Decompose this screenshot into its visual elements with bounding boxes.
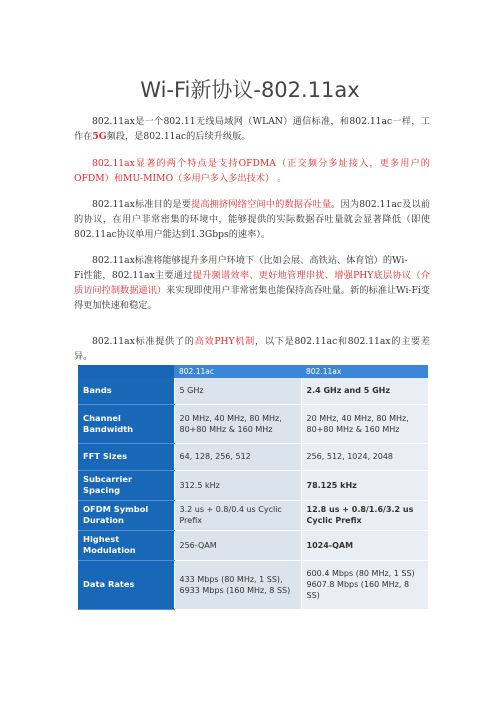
row-label: Bands	[78, 378, 174, 404]
text-span: 802.11ax是一个802.11无线局域网（WLAN）通信标准，和802.11ac一样，工作在	[74, 116, 430, 142]
table-row	[78, 560, 428, 609]
cell-ac: 64, 128, 256, 512	[174, 443, 301, 470]
text-span: ，以下是802.11ac和802.11ax的主要差异。	[74, 336, 430, 362]
text-line	[74, 268, 430, 313]
cell-ax: 256, 512, 1024, 2048	[301, 443, 428, 470]
cell-ac: 5 GHz	[174, 378, 301, 404]
row-label: OFDM Symbol Duration	[78, 500, 174, 530]
paragraph-goal	[74, 197, 430, 242]
highlight-phy: 高效PHY机制	[194, 336, 256, 347]
cell-ax: 78.125 kHz	[301, 470, 428, 500]
header-80211ac: 802.11ac	[174, 365, 301, 378]
cell-ax: 1024-QAM	[301, 530, 428, 560]
row-label: Subcarrier Spacing	[78, 470, 174, 500]
text-span: 。因为802.11ac及以前的协议，在用户非常密集的环境中，能够提供的实际数据吞吐量就会显著降低（即使802.11ac协议单用户能达到1.3Gbps的速率）。	[74, 199, 430, 240]
paragraph-features: 802.11ax显著的两个特点是支持OFDMA（正交频分多址接入，更多用户的OFDM）和MU-MIMO（多用户多入多出技术） 。	[74, 158, 430, 184]
text-span: 频段，是802.11ac的后续升级版。	[106, 131, 251, 142]
cell-ax: 600.4 Mbps (80 MHz, 1 SS) 9607.8 Mbps (160 MHz, 8 SS)	[301, 560, 428, 609]
table-row	[78, 378, 428, 404]
cell-ax: 12.8 us + 0.8/1.6/3.2 us Cyclic Prefix	[301, 500, 428, 530]
comparison-table	[78, 365, 428, 609]
table-header-row	[78, 365, 428, 378]
cell-ac: 312.5 kHz	[174, 470, 301, 500]
table-row	[78, 443, 428, 470]
row-label: Data Rates	[78, 560, 174, 609]
cell-ac: 433 Mbps (80 MHz, 1 SS), 6933 Mbps (160 MHz, 8 SS)	[174, 560, 301, 609]
header-80211ax: 802.11ax	[301, 365, 428, 378]
row-label: Channel Bandwidth	[78, 404, 174, 443]
cell-ac: 20 MHz, 40 MHz, 80 MHz, 80+80 MHz & 160 MHz	[174, 404, 301, 443]
page-title: Wi-Fi新协议-802.11ax	[140, 78, 360, 102]
paragraph-phy	[74, 334, 430, 364]
cell-ac: 3.2 us + 0.8/0.4 us Cyclic Prefix	[174, 500, 301, 530]
highlight-improvements: 提升频谱效率、更好地管理串扰、增强PHY底层协议（介质访问控制数据通讯）	[74, 270, 430, 296]
cell-ac: 256-QAM	[174, 530, 301, 560]
table-row	[78, 500, 428, 530]
paragraph-performance	[74, 253, 430, 313]
text-span: 来实现即使用户非常密集也能保持高吞吐量。新的标准让Wi-Fi变得更加快速和稳定。	[74, 285, 430, 311]
text-span: Fi性能，802.11ax主要通过	[74, 270, 193, 281]
row-label: FFT Sizes	[78, 443, 174, 470]
paragraph-intro	[74, 114, 430, 144]
row-label: Highest Modulation	[78, 530, 174, 560]
text-span: 802.11ax标准提供了的	[92, 336, 195, 347]
highlight-throughput: 提高拥挤网络空间中的数据吞吐量	[191, 199, 332, 210]
table-row	[78, 470, 428, 500]
text-line: 802.11ax标准将能够提升多用户环境下（比如会展、高铁站、体育馆）的Wi-	[92, 255, 408, 266]
header-corner	[78, 365, 174, 378]
cell-ax: 2.4 GHz and 5 GHz	[301, 378, 428, 404]
cell-ax: 20 MHz, 40 MHz, 80 MHz, 80+80 MHz & 160 MHz	[301, 404, 428, 443]
text-span: 802.11ax标准目的是要	[92, 199, 192, 210]
highlight-5g: 5G	[92, 131, 107, 142]
table-row	[78, 404, 428, 443]
table-row	[78, 530, 428, 560]
